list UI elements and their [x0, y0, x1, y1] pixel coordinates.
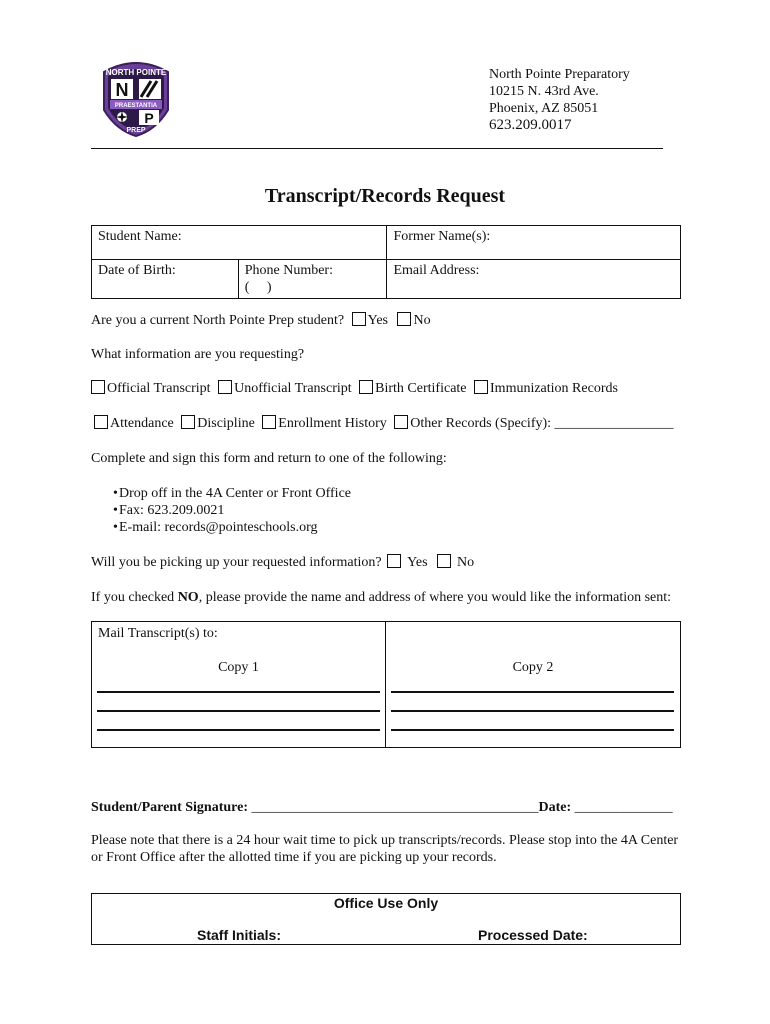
- if-no-emph: NO: [177, 590, 199, 605]
- school-street: 10215 N. 43rd Ave.: [489, 84, 599, 99]
- enrollment-history-label: Enrollment History: [278, 416, 387, 431]
- discipline-checkbox[interactable]: [181, 415, 195, 429]
- note-line-2: or Front Office after the allotted time if you are picking up your records.: [91, 850, 497, 865]
- copy-1-address-line-3[interactable]: [97, 729, 380, 731]
- copy-2-address-line-2[interactable]: [391, 710, 674, 712]
- logo-letter-p: P: [144, 110, 154, 126]
- current-student-row: [91, 312, 431, 329]
- birth-certificate-checkbox[interactable]: [359, 380, 373, 394]
- signature-date-label: Date:: [538, 800, 572, 815]
- mail-label: Mail Transcript(s) to:: [98, 626, 218, 641]
- return-instruction: Complete and sign this form and return to one of the following:: [91, 451, 447, 466]
- other-records-checkbox[interactable]: [394, 415, 408, 429]
- list-item: • Drop off in the 4A Center or Front Office: [91, 485, 351, 502]
- unofficial-transcript-label: Unofficial Transcript: [234, 381, 352, 396]
- attendance-checkbox[interactable]: [94, 415, 108, 429]
- official-transcript-checkbox[interactable]: [91, 380, 105, 394]
- processed-date-label: Processed Date:: [478, 927, 588, 943]
- pickup-row: [91, 554, 474, 571]
- mail-transcript-box: [91, 621, 681, 748]
- other-records-label: Other Records (Specify): _________________: [410, 416, 674, 431]
- pickup-no-label: No: [457, 555, 475, 570]
- copy-2-label: Copy 2: [512, 660, 554, 675]
- discipline-label: Discipline: [197, 416, 255, 431]
- request-options-row-1: [91, 380, 618, 397]
- signature-label: Student/Parent Signature:: [91, 800, 248, 815]
- phone-label: Phone Number:: [244, 263, 333, 278]
- copy-1-label: Copy 1: [218, 660, 259, 675]
- pickup-yes-label: Yes: [407, 555, 428, 570]
- signature-row: [91, 799, 673, 816]
- student-name-label: Student Name:: [98, 229, 182, 244]
- logo-top-text: NORTH POINTE: [105, 68, 167, 77]
- note-line-1: Please note that there is a 24 hour wait time to pick up transcripts/records. Please stop into the 4A Center: [91, 833, 679, 848]
- return-methods-list: [91, 485, 351, 536]
- pickup-note: [91, 832, 678, 866]
- copy-2-address-line-1[interactable]: [391, 691, 674, 693]
- signature-line[interactable]: _________________________________________: [248, 800, 539, 815]
- enrollment-history-checkbox[interactable]: [262, 415, 276, 429]
- school-address: [489, 66, 630, 134]
- requesting-question: What information are you requesting?: [91, 347, 305, 362]
- email-label: Email Address:: [393, 263, 480, 278]
- logo-banner: PRAESTANTIA: [114, 103, 158, 109]
- school-phone: 623.209.0017: [489, 117, 572, 133]
- list-item: • Fax: 623.209.0021: [91, 502, 351, 519]
- immunization-records-label: Immunization Records: [490, 381, 618, 396]
- current-student-no-label: No: [413, 313, 431, 328]
- student-name-field[interactable]: [92, 226, 387, 260]
- copy-1-address-line-1[interactable]: [97, 691, 380, 693]
- current-student-yes-checkbox[interactable]: [352, 312, 366, 326]
- signature-date-line[interactable]: ______________: [571, 800, 673, 815]
- office-use-box: [91, 893, 681, 945]
- unofficial-transcript-checkbox[interactable]: [218, 380, 232, 394]
- current-student-no-checkbox[interactable]: [397, 312, 411, 326]
- email-field[interactable]: [387, 260, 681, 299]
- pickup-question: Will you be picking up your requested information?: [91, 555, 382, 570]
- if-no-suffix: , please provide the name and address of where you would like the information sent:: [198, 590, 672, 605]
- phone-hint: ( ): [244, 280, 272, 295]
- school-logo: [96, 58, 176, 138]
- copy-2-address-line-3[interactable]: [391, 729, 674, 731]
- former-names-label: Former Name(s):: [393, 229, 491, 244]
- attendance-label: Attendance: [110, 416, 174, 431]
- mail-box-divider: [385, 622, 386, 747]
- if-no-prefix: If you checked: [91, 590, 178, 605]
- form-title: Transcript/Records Request: [264, 185, 506, 207]
- school-name: North Pointe Preparatory: [489, 67, 630, 82]
- logo-bottom-text: PREP: [126, 127, 146, 134]
- logo-letter-n: N: [115, 80, 129, 100]
- request-options-row-2: [94, 415, 674, 432]
- pickup-no-checkbox[interactable]: [437, 554, 451, 568]
- current-student-question: Are you a current North Pointe Prep student?: [91, 313, 345, 328]
- header-divider: [91, 148, 663, 149]
- current-student-yes-label: Yes: [367, 313, 388, 328]
- staff-initials-label: Staff Initials:: [197, 927, 282, 943]
- dob-label: Date of Birth:: [98, 263, 176, 278]
- official-transcript-label: Official Transcript: [107, 381, 211, 396]
- birth-certificate-label: Birth Certificate: [375, 381, 467, 396]
- list-item: • E-mail: records@pointeschools.org: [91, 519, 351, 536]
- dob-field[interactable]: [92, 260, 239, 299]
- immunization-records-checkbox[interactable]: [474, 380, 488, 394]
- if-no-instruction: [91, 589, 671, 606]
- pickup-yes-checkbox[interactable]: [387, 554, 401, 568]
- student-info-table: [91, 225, 681, 299]
- former-names-field[interactable]: [387, 226, 681, 260]
- office-use-title: Office Use Only: [333, 895, 439, 911]
- copy-1-address-line-2[interactable]: [97, 710, 380, 712]
- school-city: Phoenix, AZ 85051: [489, 101, 599, 116]
- phone-field[interactable]: [238, 260, 387, 299]
